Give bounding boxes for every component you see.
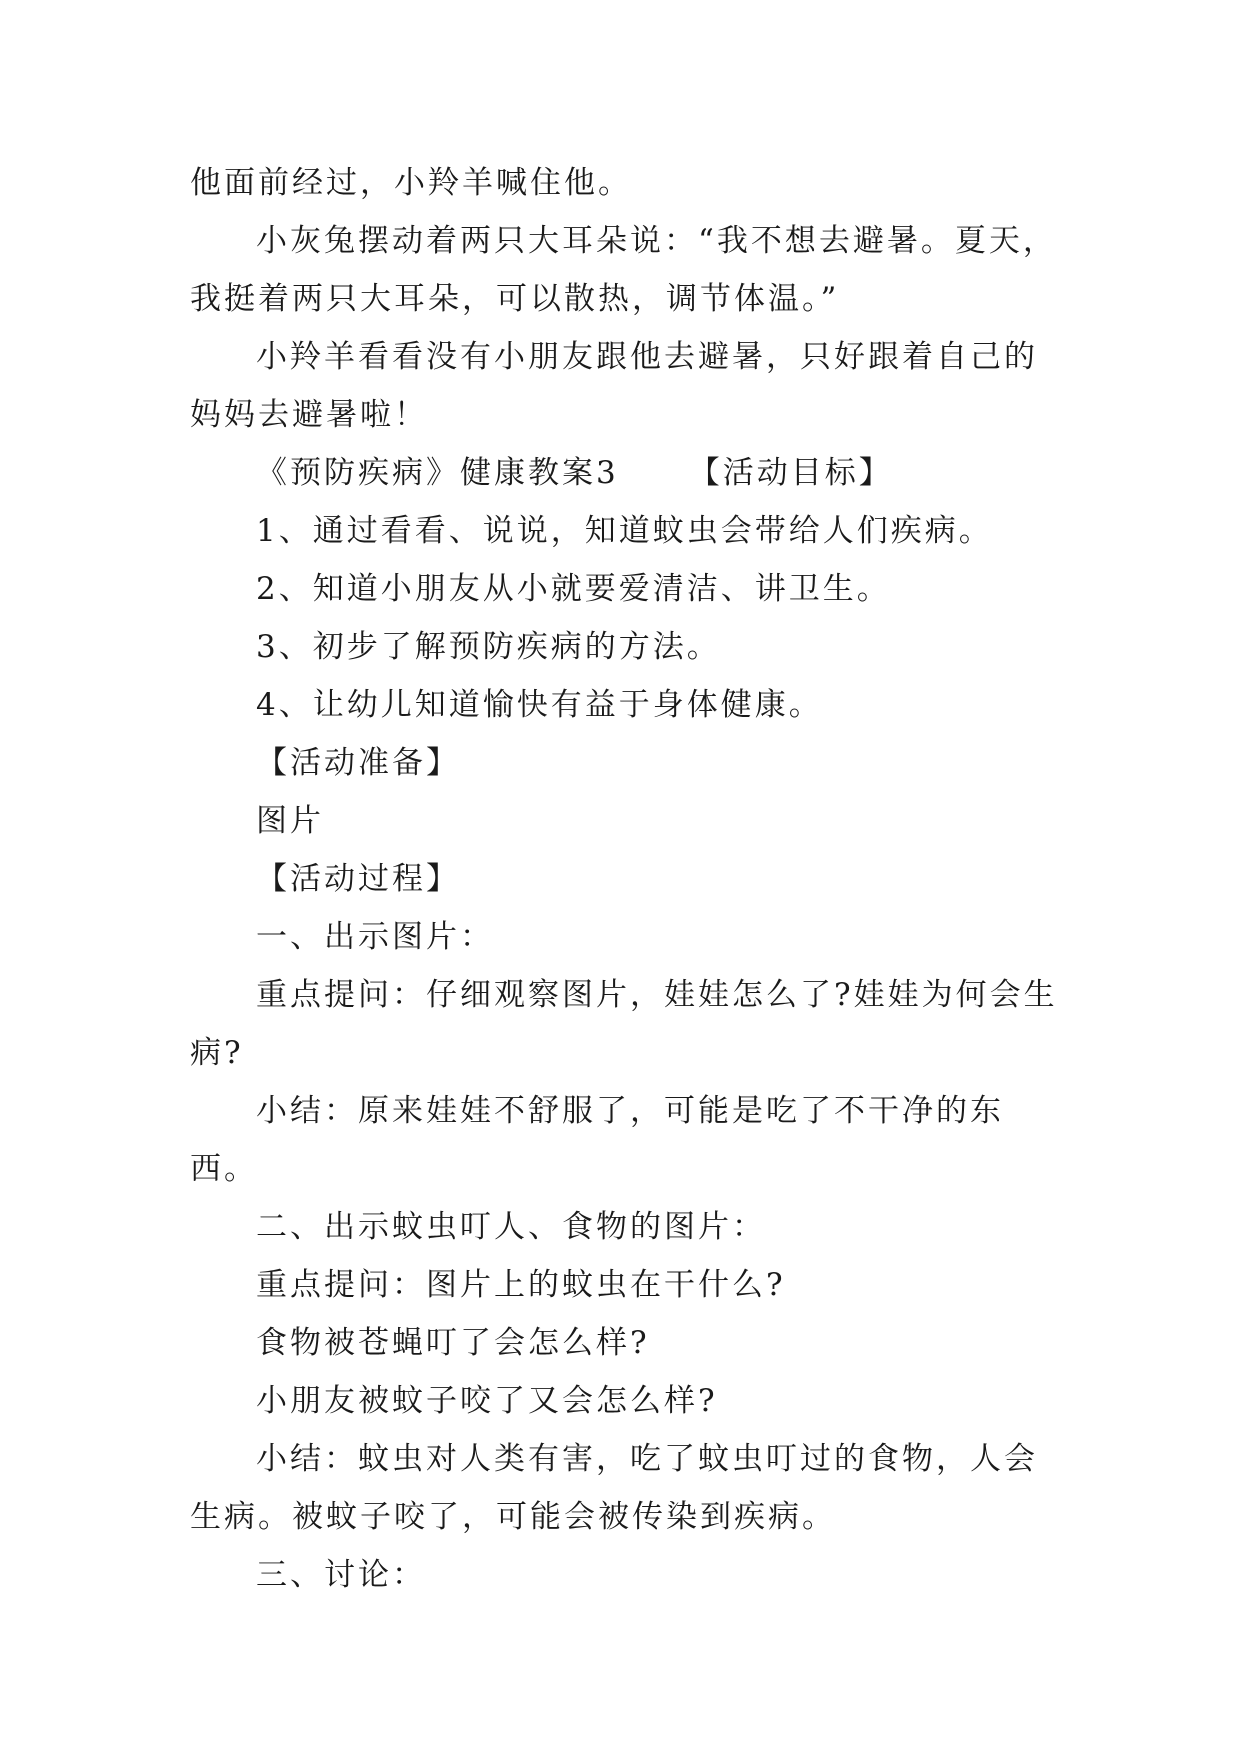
process-step-1: 一、出示图片： bbox=[256, 919, 494, 955]
section-heading-preparation: 【活动准备】 bbox=[256, 745, 460, 781]
paragraph-2: 小灰兔摆动着两只大耳朵说：“我不想去避暑。夏天，我挺着两只大耳朵，可以散热，调节体温。” bbox=[190, 223, 1057, 317]
goal-item-1: 1、通过看看、说说，知道蚊虫会带给人们疾病。 bbox=[256, 513, 993, 549]
section-heading-process: 【活动过程】 bbox=[256, 861, 460, 897]
process-summary-2: 小结：蚊虫对人类有害，吃了蚊虫叮过的食物，人会生病。被蚊子咬了，可能会被传染到疾病。 bbox=[190, 1441, 1038, 1535]
process-question-3: 食物被苍蝇叮了会怎么样? bbox=[256, 1325, 650, 1361]
paragraph-3: 小羚羊看看没有小朋友跟他去避暑，只好跟着自己的妈妈去避暑啦！ bbox=[190, 339, 1038, 433]
process-question-4: 小朋友被蚊子咬了又会怎么样? bbox=[256, 1383, 718, 1419]
process-question-1: 重点提问：仔细观察图片，娃娃怎么了?娃娃为何会生病? bbox=[190, 977, 1058, 1071]
document-body bbox=[190, 154, 1060, 1604]
process-step-2: 二、出示蚊虫叮人、食物的图片： bbox=[256, 1209, 766, 1245]
lesson-title-line bbox=[190, 444, 1060, 502]
process-step-3: 三、讨论： bbox=[256, 1557, 426, 1593]
section-heading-goals: 【活动目标】 bbox=[688, 455, 893, 491]
paragraph-1: 他面前经过，小羚羊喊住他。 bbox=[190, 165, 632, 201]
preparation-item: 图片 bbox=[256, 803, 324, 839]
process-question-2: 重点提问：图片上的蚊虫在干什么? bbox=[256, 1267, 786, 1303]
goal-item-2: 2、知道小朋友从小就要爱清洁、讲卫生。 bbox=[256, 571, 891, 607]
goal-item-4: 4、让幼儿知道愉快有益于身体健康。 bbox=[256, 687, 823, 723]
lesson-title: 《预防疾病》健康教案3 bbox=[256, 455, 619, 491]
process-summary-1: 小结：原来娃娃不舒服了，可能是吃了不干净的东西。 bbox=[190, 1093, 1004, 1187]
goal-item-3: 3、初步了解预防疾病的方法。 bbox=[256, 629, 721, 665]
